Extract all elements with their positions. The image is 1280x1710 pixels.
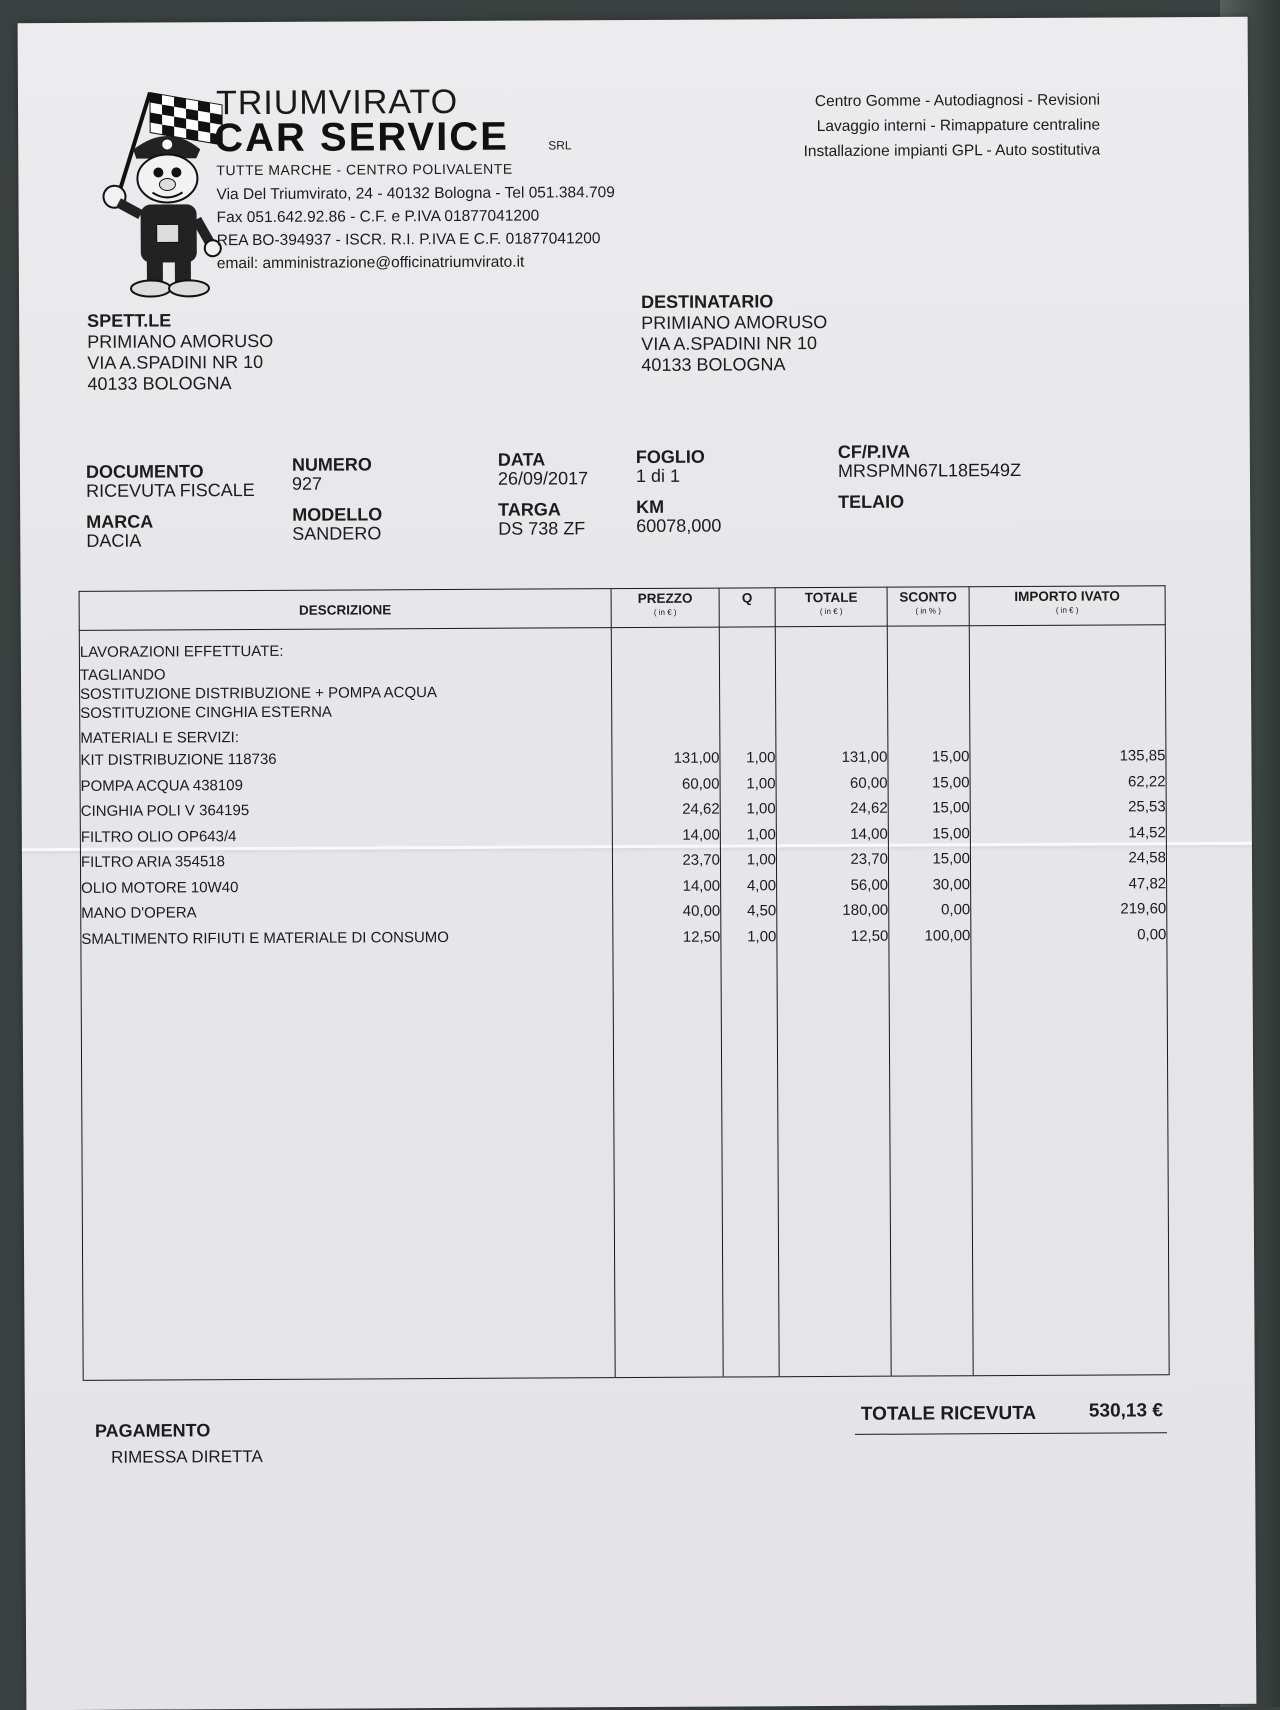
work-title: LAVORAZIONI EFFETTUATE:: [79, 642, 284, 661]
col-header-importo: IMPORTO IVATO ( in € ): [969, 586, 1165, 626]
marca-label: MARCA: [86, 511, 154, 532]
payment-block: [95, 1420, 263, 1468]
item-totale: 180,00: [842, 901, 889, 919]
customer-city: 40133 BOLOGNA: [87, 373, 232, 394]
col-header-q: Q: [719, 588, 775, 627]
item-prezzo: 12,50: [682, 928, 721, 946]
work-section: [80, 628, 612, 748]
targa-field: [498, 500, 585, 538]
item-totale: 60,00: [849, 774, 888, 792]
data-field: [498, 450, 588, 488]
item-importo: 14,52: [1128, 823, 1166, 841]
prezzo-column: [611, 627, 723, 1378]
company-email: email: amministrazione@officinatriumvirato.it: [216, 253, 525, 273]
item-totale: 14,00: [850, 825, 888, 843]
recipient-name: PRIMIANO AMORUSO: [641, 311, 828, 333]
customer-street: VIA A.SPADINI NR 10: [87, 351, 264, 373]
total-label: TOTALE RICEVUTA: [860, 1402, 1037, 1425]
payment-method: RIMESSA DIRETTA: [111, 1446, 263, 1467]
foglio-value: 1 di 1: [635, 465, 681, 486]
item-sconto: 30,00: [932, 875, 971, 893]
col-header-descrizione: DESCRIZIONE: [79, 589, 611, 631]
item-desc: CINGHIA POLI V 364195: [80, 802, 250, 820]
numero-field: [292, 455, 372, 493]
payment-label: PAGAMENTO: [94, 1420, 211, 1441]
cf-value: MRSPMN67L18E549Z: [837, 459, 1022, 481]
item-prezzo: 24,62: [682, 800, 720, 818]
item-sconto: 15,00: [932, 824, 970, 842]
item-desc: POMPA ACQUA 438109: [80, 776, 243, 795]
cf-field: [838, 442, 1021, 481]
item-importo: 0,00: [1137, 925, 1167, 943]
company-rea: REA BO-394937 - ISCR. R.I. P.IVA E C.F. 01877041200: [216, 230, 601, 250]
data-value: 26/09/2017: [497, 468, 589, 489]
item-q: 1,00: [747, 927, 777, 945]
item-q: 4,00: [746, 876, 777, 894]
item-q: 1,00: [746, 774, 776, 792]
item-sconto: 0,00: [940, 901, 971, 919]
item-sconto: 15,00: [931, 773, 970, 791]
table-body-row: [79, 625, 1169, 1381]
item-prezzo: 14,00: [682, 826, 720, 844]
q-column: [719, 627, 779, 1377]
work-item: SOSTITUZIONE CINGHIA ESTERNA: [80, 703, 332, 722]
company-suffix: SRL: [548, 138, 572, 153]
item-desc: OLIO MOTORE 10W40: [81, 878, 239, 897]
services-line: Installazione impianti GPL - Auto sostitutiva: [803, 141, 1101, 161]
item-totale: 131,00: [841, 748, 888, 766]
marca-field: [86, 513, 153, 551]
company-address: Via Del Triumvirato, 24 - 40132 Bologna - Tel 051.384.709: [216, 184, 615, 204]
recipient-city: 40133 BOLOGNA: [641, 354, 786, 375]
company-fax: Fax 051.642.92.86 - C.F. e P.IVA 01877041200: [216, 207, 540, 227]
item-desc: FILTRO ARIA 354518: [80, 853, 225, 871]
company-services: [720, 88, 1100, 165]
targa-value: DS 738 ZF: [498, 518, 586, 539]
item-importo: 135,85: [1119, 747, 1166, 765]
item-totale: 56,00: [850, 876, 889, 894]
item-prezzo: 40,00: [682, 902, 721, 920]
item-importo: 62,22: [1127, 772, 1166, 790]
numero-label: NUMERO: [291, 454, 372, 475]
total-value: 530,13 €: [1088, 1400, 1163, 1422]
item-totale: 23,70: [850, 850, 889, 868]
foglio-label: FOGLIO: [635, 446, 705, 468]
item-prezzo: 23,70: [682, 851, 721, 869]
item-desc: SMALTIMENTO RIFIUTI E MATERIALE DI CONSUMO: [81, 928, 449, 948]
items-table: [79, 585, 1170, 1381]
company-name-line1: TRIUMVIRATO: [215, 82, 459, 123]
item-importo: 24,58: [1128, 849, 1167, 867]
totale-column: [775, 626, 891, 1377]
item-desc: MANO D'OPERA: [81, 904, 197, 922]
item-q: 1,00: [746, 800, 776, 818]
cf-label: CF/P.IVA: [837, 441, 911, 462]
item-q: 1,00: [746, 851, 777, 869]
foglio-field: [636, 448, 705, 486]
km-value: 60078,000: [636, 515, 722, 536]
item-q: 1,00: [746, 825, 776, 843]
col-header-totale: TOTALE ( in € ): [775, 587, 887, 627]
targa-label: TARGA: [498, 499, 561, 520]
modello-field: [292, 505, 382, 543]
documento-label: DOCUMENTO: [85, 461, 204, 482]
item-importo: 25,53: [1128, 798, 1166, 816]
km-label: KM: [636, 496, 665, 517]
company-name-line2: CAR SERVICE: [214, 114, 509, 161]
work-item: TAGLIANDO: [79, 666, 166, 684]
item-sconto: 100,00: [924, 926, 971, 944]
work-item: SOSTITUZIONE DISTRIBUZIONE + POMPA ACQUA: [80, 684, 438, 703]
telaio-label: TELAIO: [838, 491, 905, 512]
modello-value: SANDERO: [292, 523, 382, 544]
item-sconto: 15,00: [932, 799, 970, 817]
recipient-street: VIA A.SPADINI NR 10: [641, 333, 818, 354]
customer-label: SPETT.LE: [87, 310, 172, 331]
services-line: Centro Gomme - Autodiagnosi - Revisioni: [814, 91, 1101, 111]
item-totale: 24,62: [850, 799, 888, 817]
km-field: [636, 498, 721, 536]
sconto-column: [887, 626, 973, 1376]
item-prezzo: 60,00: [681, 775, 720, 793]
company-tagline: TUTTE MARCHE - CENTRO POLIVALENTE: [216, 160, 513, 179]
item-sconto: 15,00: [931, 748, 970, 766]
customer-block: [87, 310, 273, 395]
item-importo: 47,82: [1128, 874, 1167, 892]
item-sconto: 15,00: [932, 850, 971, 868]
item-totale: 12,50: [850, 927, 889, 945]
recipient-label: DESTINATARIO: [641, 291, 774, 312]
receipt-document: [18, 17, 1257, 1710]
total-block: [855, 1394, 1167, 1435]
marca-value: DACIA: [86, 530, 142, 551]
documento-value: RICEVUTA FISCALE: [85, 479, 255, 501]
recipient-block: [641, 291, 827, 376]
telaio-field: [838, 493, 904, 512]
numero-value: 927: [291, 473, 323, 494]
item-prezzo: 131,00: [673, 749, 720, 767]
importo-column: [969, 625, 1169, 1376]
col-header-prezzo: PREZZO ( in € ): [611, 588, 719, 628]
materials-title: MATERIALI E SERVIZI:: [80, 729, 240, 747]
description-column: [79, 628, 615, 1381]
data-label: DATA: [497, 449, 546, 470]
table-header-row: [79, 586, 1165, 631]
item-q: 1,00: [746, 749, 776, 767]
item-importo: 219,60: [1120, 900, 1167, 918]
customer-name: PRIMIANO AMORUSO: [87, 330, 274, 352]
item-prezzo: 14,00: [682, 877, 721, 895]
modello-label: MODELLO: [292, 504, 383, 525]
documento-field: [86, 462, 255, 501]
item-q: 4,50: [747, 902, 777, 920]
services-line: Lavaggio interni - Rimappature centraline: [816, 116, 1101, 136]
item-desc: KIT DISTRIBUZIONE 118736: [80, 750, 277, 769]
item-desc: FILTRO OLIO OP643/4: [80, 827, 237, 846]
mascot-logo-icon: [88, 74, 234, 305]
col-header-sconto: SCONTO ( in % ): [887, 587, 969, 626]
